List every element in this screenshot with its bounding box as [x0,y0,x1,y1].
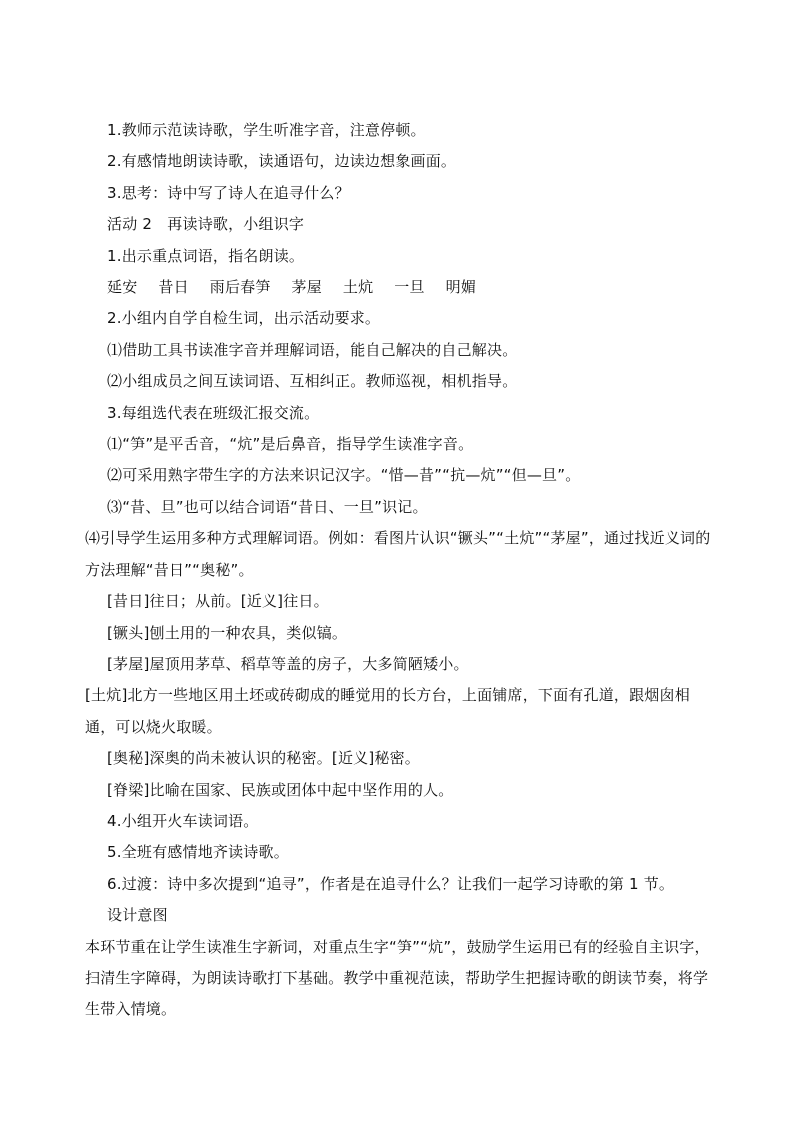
step-group-self-study: 2.小组内自学自检生词，出示活动要求。 [107,309,381,328]
requirement-2: ⑵小组成员之间互读词语、互相纠正。教师巡视，相机指导。 [107,372,518,391]
design-intent-heading: 设计意图 [107,906,168,925]
definition-juetou: [镢头]刨土用的一种农具，类似镐。 [107,623,348,642]
report-2: ⑵可采用熟字带生字的方法来识记汉字。“惜—昔”“抗—炕”“但—旦”。 [107,466,581,485]
definition-tukang: [土炕]北方一些地区用土坯或砖砌成的睡觉用的长方台，上面铺席，下面有孔道，跟烟囱相通，可以烧火取暖。 [85,686,690,736]
vocab-list [107,272,719,303]
vocab-word: 土炕 [342,278,374,297]
activity-heading: 活动 2 再读诗歌，小组识字 [107,215,305,234]
definition-maowu: [茅屋]屋顶用茅草、稻草等盖的房子，大多简陋矮小。 [107,654,469,673]
design-intent-paragraph: 本环节重在让学生读准生字新词，对重点生字“笋”“炕”，鼓励学生运用已有的经验自主识字，扫清生字障碍，为朗读诗歌打下基础。教学中重视范读，帮助学生把握诗歌的朗读节奏，将学生带入情境。 [85,937,710,1019]
vocab-word: 延安 [107,278,138,297]
vocab-word: 明媚 [445,278,477,297]
vocab-word: 雨后春笋 [209,278,271,297]
step-emotional-reading: 2.有感情地朗读诗歌，读通语句，边读边想象画面。 [107,152,457,171]
vocab-word: 一旦 [394,278,425,297]
step-transition: 6.过渡：诗中多次提到“追寻”，作者是在追寻什么？让我们一起学习诗歌的第 1 节。 [107,874,675,893]
report-3: ⑶“昔、旦”也可以结合词语“昔日、一旦”识记。 [107,497,428,516]
definition-xiri: [昔日]往日；从前。[近义]往日。 [107,592,329,611]
definition-aomi: [奥秘]深奥的尚未被认识的秘密。[近义]秘密。 [107,749,421,768]
step-think: 3.思考：诗中写了诗人在追寻什么？ [107,183,350,202]
step-report: 3.每组选代表在班级汇报交流。 [107,403,320,422]
definition-jiliang: [脊梁]比喻在国家、民族或团体中起中坚作用的人。 [107,780,454,799]
vocab-word: 茅屋 [291,278,322,297]
step-class-reading: 5.全班有感情地齐读诗歌。 [107,843,289,862]
report-4-paragraph: ⑷引导学生运用多种方式理解词语。例如：看图片认识“镢头”“土炕”“茅屋”，通过找近义词的方法理解“昔日”“奥秘”。 [85,529,711,579]
step-show-words: 1.出示重点词语，指名朗读。 [107,246,305,265]
requirement-1: ⑴借助工具书读准字音并理解词语，能自己解决的自己解决。 [107,340,518,359]
step-train-reading: 4.小组开火车读词语。 [107,811,259,830]
document-body [85,115,719,1026]
step-teacher-demo: 1.教师示范读诗歌，学生听准字音，注意停顿。 [107,121,426,139]
vocab-word: 昔日 [158,278,189,297]
report-1: ⑴“笋”是平舌音，“炕”是后鼻音，指导学生读准字音。 [107,435,474,454]
